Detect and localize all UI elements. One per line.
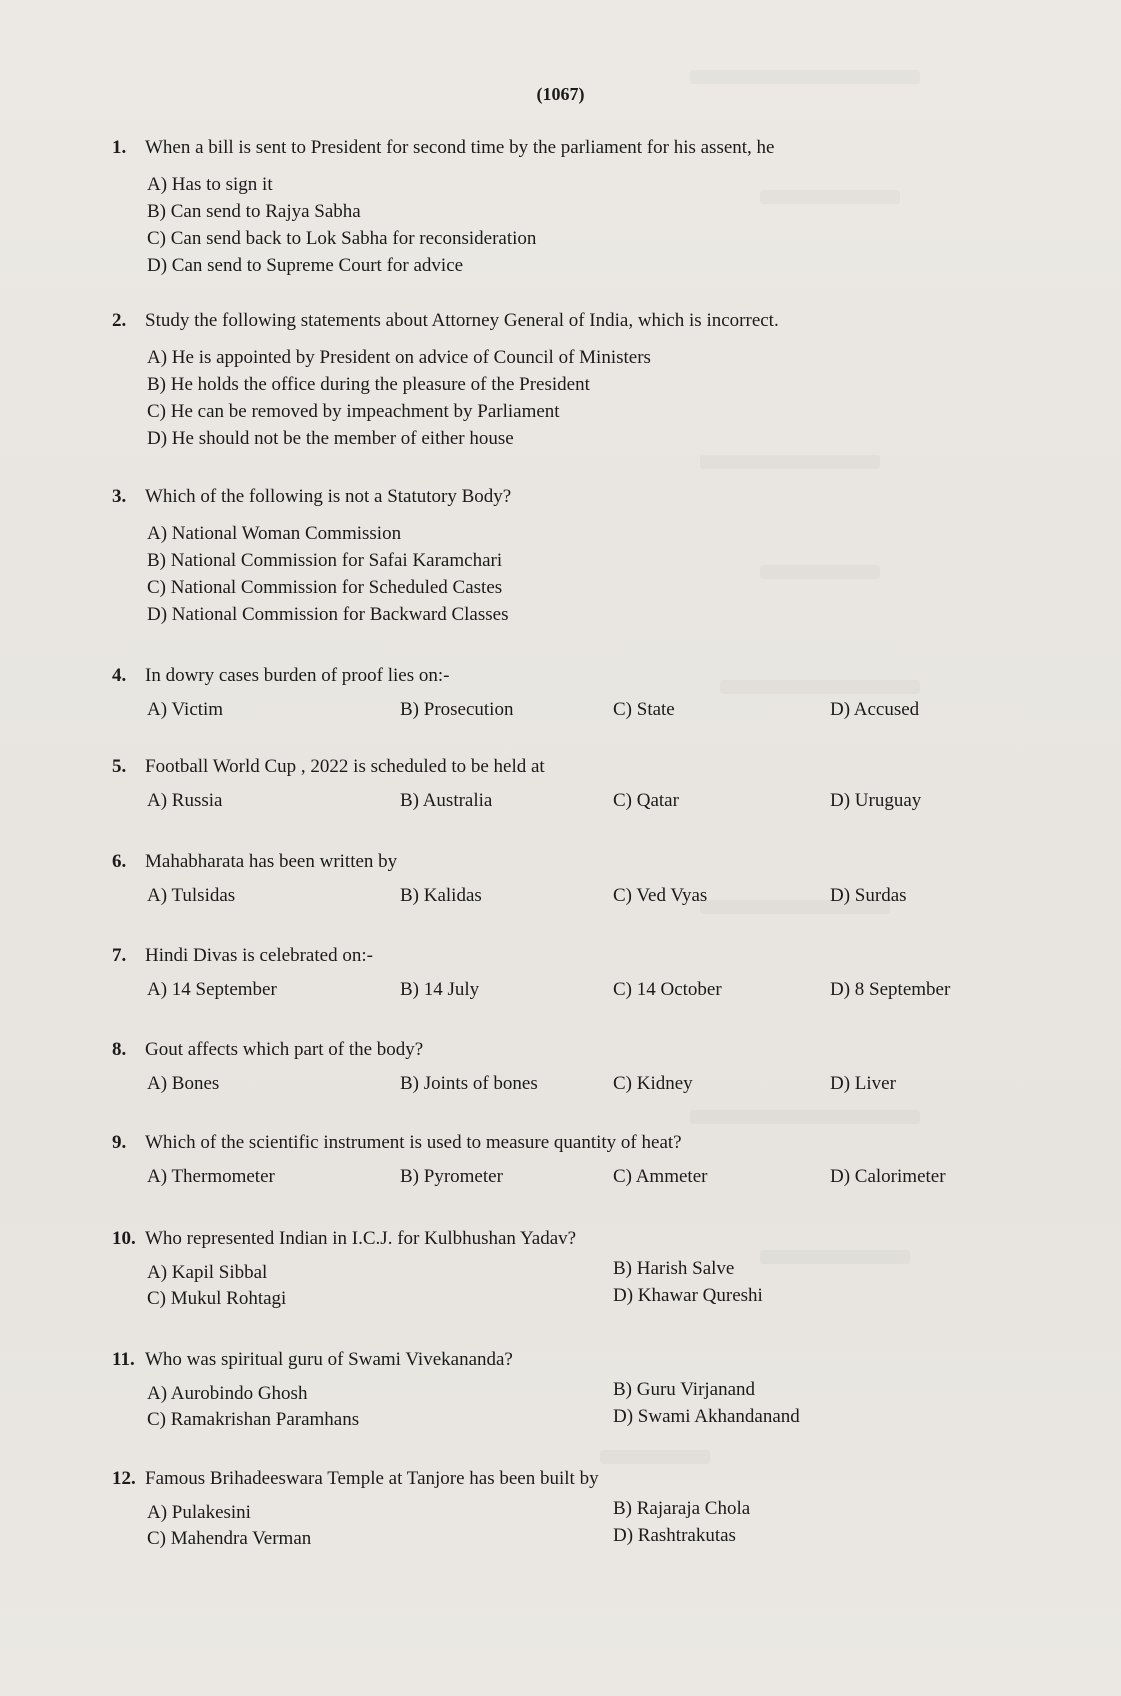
option-b: B) Rajaraja Chola [613,1498,751,1519]
question-7 [112,945,951,1009]
option-a: A) Pulakesini [147,1502,251,1523]
option-c: C) Mukul Rohtagi [147,1288,287,1309]
option-a: A) Tulsidas [147,885,236,906]
option-c: C) 14 October [613,979,722,1000]
question-number: 5. [112,756,127,777]
option-d: D) Can send to Supreme Court for advice [147,255,464,276]
option-b: B) Harish Salve [613,1258,735,1279]
question-2-stem [112,310,779,332]
option-a: A) Aurobindo Ghosh [147,1383,308,1404]
question-12-options [147,1498,751,1556]
option-c: C) Ramakrishan Paramhans [147,1409,360,1430]
option-c: C) Mahendra Verman [147,1528,312,1549]
question-8-options [147,1073,896,1103]
question-6 [112,851,907,915]
option-d: D) Calorimeter [830,1166,946,1187]
question-8-stem [112,1039,423,1061]
option-d: D) Swami Akhandanand [613,1406,800,1427]
option-d: D) Surdas [830,885,907,906]
option-b: B) National Commission for Safai Karamchari [147,550,503,571]
question-4 [112,665,920,729]
question-9-stem [112,1132,682,1154]
question-7-options [147,979,951,1009]
question-11-stem [112,1349,513,1371]
question-6-stem [112,851,397,873]
question-number: 6. [112,851,127,872]
paper-code: (1067) [536,84,585,104]
option-d: D) Uruguay [830,790,922,811]
question-10-options [147,1258,763,1316]
question-number: 1. [112,137,127,158]
option-a: A) Thermometer [147,1166,275,1187]
question-4-options [147,699,920,729]
question-number: 11. [112,1349,135,1370]
question-7-stem [112,945,373,967]
option-b: B) Prosecution [400,699,514,720]
option-b: B) He holds the office during the pleasure of the President [147,374,590,395]
option-c: C) Can send back to Lok Sabha for reconsideration [147,228,537,249]
option-b: B) Pyrometer [400,1166,503,1187]
option-d: D) Liver [830,1073,896,1094]
option-b: B) Australia [400,790,493,811]
option-c: C) Kidney [613,1073,693,1094]
question-3 [112,486,511,628]
question-text: Gout affects which part of the body? [145,1039,424,1060]
question-2-options [147,344,779,452]
option-c: C) National Commission for Scheduled Castes [147,577,503,598]
question-text: Which of the scientific instrument is used to measure quantity of heat? [145,1132,682,1153]
option-a: A) Kapil Sibbal [147,1262,268,1283]
question-text: Mahabharata has been written by [145,851,398,872]
question-1 [112,137,775,279]
question-12-stem [112,1468,599,1490]
option-d: D) 8 September [830,979,951,1000]
option-c: C) Ammeter [613,1166,708,1187]
question-1-options [147,171,775,279]
option-a: A) Russia [147,790,223,811]
option-a: A) 14 September [147,979,277,1000]
option-d: D) He should not be the member of either house [147,428,514,449]
question-number: 4. [112,665,127,686]
question-12 [112,1468,751,1556]
question-10-stem [112,1228,576,1250]
question-text: Hindi Divas is celebrated on:- [145,945,373,966]
option-c: C) He can be removed by impeachment by Parliament [147,401,560,422]
question-number: 12. [112,1468,136,1489]
option-c: C) Ved Vyas [613,885,708,906]
question-2 [112,310,779,452]
option-a: A) Victim [147,699,224,720]
option-b: B) Guru Virjanand [613,1379,756,1400]
question-11-options [147,1379,800,1437]
question-5 [112,756,922,820]
question-number: 7. [112,945,127,966]
option-a: A) National Woman Commission [147,523,402,544]
question-9 [112,1132,946,1196]
option-b: B) Can send to Rajya Sabha [147,201,361,222]
option-b: B) Joints of bones [400,1073,538,1094]
question-number: 3. [112,486,127,507]
question-10 [112,1228,763,1316]
question-number: 2. [112,310,127,331]
question-3-options [147,520,511,628]
question-text: Who represented Indian in I.C.J. for Kulbhushan Yadav? [145,1228,577,1249]
question-5-options [147,790,922,820]
question-8 [112,1039,896,1103]
option-b: B) 14 July [400,979,480,1000]
question-text: When a bill is sent to President for second time by the parliament for his assent, he [145,137,775,158]
question-text: Study the following statements about Attorney General of India, which is incorrect. [145,310,779,331]
option-d: D) National Commission for Backward Classes [147,604,509,625]
question-1-stem [112,137,775,159]
question-3-stem [112,486,511,508]
question-number: 9. [112,1132,127,1153]
question-text: Which of the following is not a Statutory Body? [145,486,512,507]
question-5-stem [112,756,545,778]
question-11 [112,1349,800,1437]
question-text: In dowry cases burden of proof lies on:- [145,665,450,686]
option-c: C) Qatar [613,790,679,811]
option-a: A) Bones [147,1073,220,1094]
option-d: D) Khawar Qureshi [613,1285,763,1306]
option-a: A) Has to sign it [147,174,273,195]
option-d: D) Rashtrakutas [613,1525,736,1546]
question-text: Famous Brihadeeswara Temple at Tanjore has been built by [145,1468,599,1489]
question-text: Football World Cup , 2022 is scheduled to be held at [145,756,545,777]
question-9-options [147,1166,946,1196]
option-d: D) Accused [830,699,920,720]
question-4-stem [112,665,449,687]
question-6-options [147,885,907,915]
question-number: 10. [112,1228,136,1249]
question-text: Who was spiritual guru of Swami Vivekananda? [145,1349,513,1370]
option-b: B) Kalidas [400,885,482,906]
option-a: A) He is appointed by President on advice of Council of Ministers [147,347,651,368]
option-c: C) State [613,699,675,720]
question-number: 8. [112,1039,127,1060]
